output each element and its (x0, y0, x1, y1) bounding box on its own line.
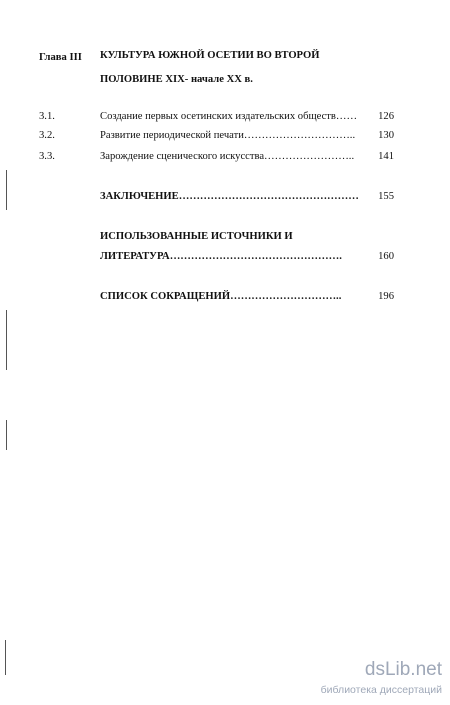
scan-edge-mark (6, 310, 7, 370)
entry-title: Развитие периодической печати………………………….. (100, 130, 356, 141)
entry-title: Создание первых осетинских издательских обществ…… (100, 111, 358, 122)
conclusion-page: 155 (378, 191, 394, 202)
chapter-title-line2: ПОЛОВИНЕ XIX- начале XX в. (100, 74, 253, 85)
watermark-main: dsLib.net (364, 659, 442, 680)
entry-title: Зарождение сценического искусства…………………….. (100, 151, 355, 162)
entry-page: 126 (378, 111, 394, 122)
entry-number: 3.1. (39, 111, 55, 122)
sources-page: 160 (378, 251, 394, 262)
sources-title-line1: ИСПОЛЬЗОВАННЫЕ ИСТОЧНИКИ И (100, 231, 293, 242)
entry-number: 3.2. (39, 130, 55, 141)
conclusion-title: ЗАКЛЮЧЕНИЕ…………………………………………… (100, 191, 359, 202)
scan-edge-mark (6, 420, 7, 450)
watermark-sub: библиотека диссертаций (320, 684, 442, 696)
entry-page: 141 (378, 151, 394, 162)
entry-page: 130 (378, 130, 394, 141)
chapter-title-line1: КУЛЬТУРА ЮЖНОЙ ОСЕТИИ ВО ВТОРОЙ (100, 50, 320, 61)
scan-edge-mark (6, 170, 7, 210)
sources-title-line2: ЛИТЕРАТУРА…………………………………………. (100, 251, 342, 262)
chapter-label: Глава III (39, 52, 82, 63)
abbreviations-title: СПИСОК СОКРАЩЕНИЙ………………………….. (100, 291, 342, 302)
entry-number: 3.3. (39, 151, 55, 162)
scan-edge-mark (5, 640, 6, 675)
abbreviations-page: 196 (378, 291, 394, 302)
